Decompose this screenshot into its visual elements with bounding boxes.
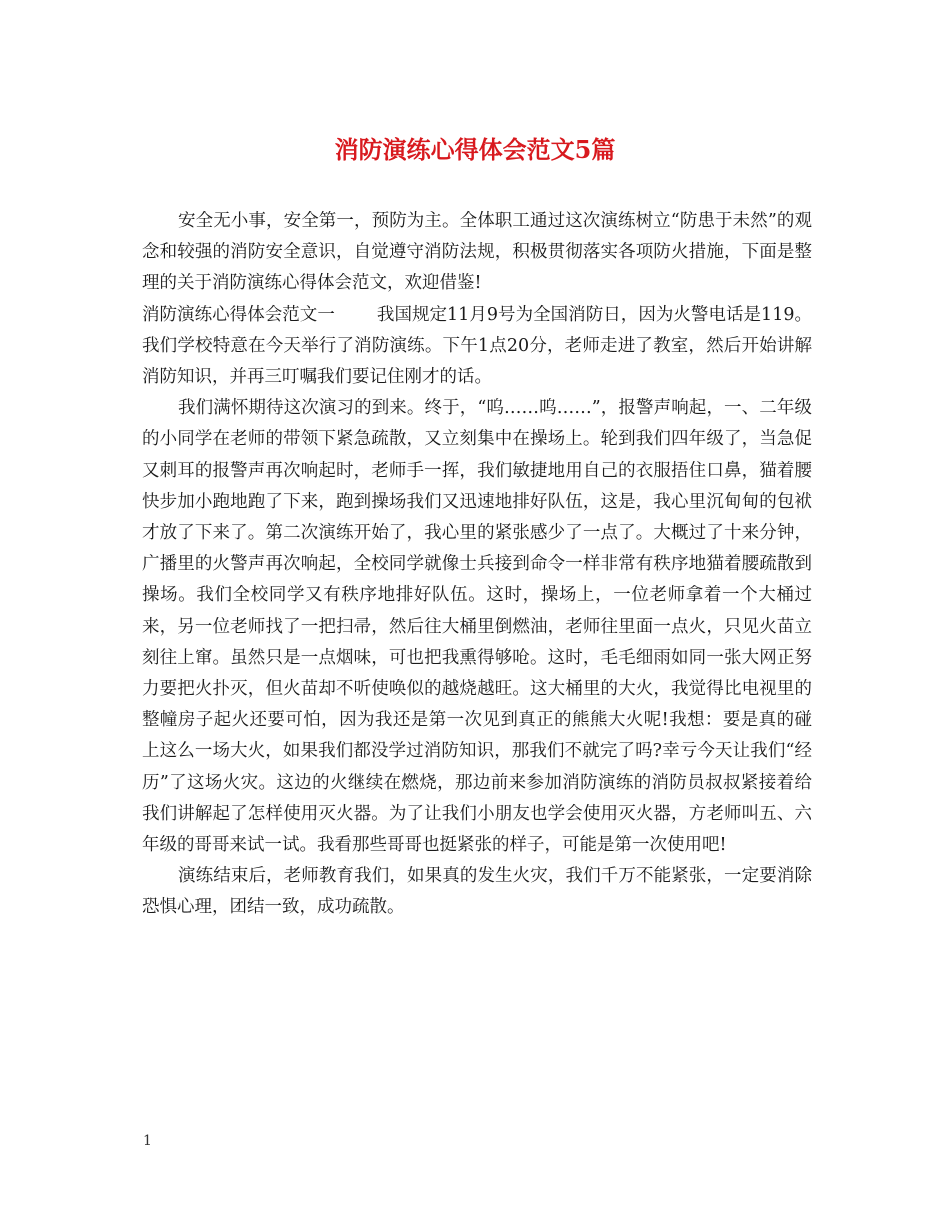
section-heading: 消防演练心得体会范文一 bbox=[142, 304, 335, 325]
document-title: 消防演练心得体会范文5篇 bbox=[334, 135, 616, 164]
page-number: 1 bbox=[143, 1133, 152, 1149]
section-one-text: 我国规定11月9号为全国消防日，因为火警电话是119。我们学校特意在今天举行了消防演练。下午1点20分，老师走进了教室，然后开始讲解消防知识，并再三叮嘱我们要记住刚才的话。 bbox=[142, 304, 812, 388]
conclusion-paragraph: 演练结束后，老师教育我们，如果真的发生火灾，我们千万不能紧张，一定要消除恐惧心理，团结一致，成功疏散。 bbox=[142, 866, 812, 918]
drill-paragraph: 我们满怀期待这次演习的到来。终于，“呜……呜……”，报警声响起，一、二年级的小同学在老师的带领下紧急疏散，又立刻集中在操场上。轮到我们四年级了，当急促又刺耳的报警声再次响起时，老师手一挥，我们敏捷地用自己的衣服捂住口鼻，猫着腰快步加小跑地跑了下来，跑到操场我们又迅速地排好队伍，这是，我心里沉甸甸的包袱才放了下来了。第二次演练开始了，我心里的紧张感少了一点了。大概过了十来分钟，广播里的火警声再次响起，全校同学就像士兵接到命令一样非常有秩序地猫着腰疏散到操场。我们全校同学又有秩序地排好队伍。这时，操场上，一位老师拿着一个大桶过来，另一位老师找了一把扫帚，然后往大桶里倒燃油，老师往里面一点火，只见火苗立刻往上窜。虽然只是一点烟味，可也把我熏得够呛。这时，毛毛细雨如同一张大网正努力要把火扑灭，但火苗却不听使唤似的越烧越旺。这大桶里的大火，我觉得比电视里的整幢房子起火还要可怕，因为我还是第一次见到真正的熊熊大火呢!我想：要是真的碰上这么一场大火，如果我们都没学过消防知识，那我们不就完了吗?幸亏今天让我们“经历”了这场火灾。这边的火继续在燃烧，那边前来参加消防演练的消防员叔叔紧接着给我们讲解起了怎样使用灭火器。为了让我们小朋友也学会使用灭火器，方老师叫五、六年级的哥哥来试一试。我看那些哥哥也挺紧张的样子，可能是第一次使用吧! bbox=[142, 398, 812, 856]
intro-paragraph: 安全无小事，安全第一，预防为主。全体职工通过这次演练树立“防患于未然”的观念和较强的消防安全意识，自觉遵守消防法规，积极贯彻落实各项防火措施，下面是整理的关于消防演练心得体会范文，欢迎借鉴! bbox=[142, 211, 812, 294]
section-one-paragraph bbox=[142, 300, 812, 394]
document-body bbox=[142, 206, 812, 924]
